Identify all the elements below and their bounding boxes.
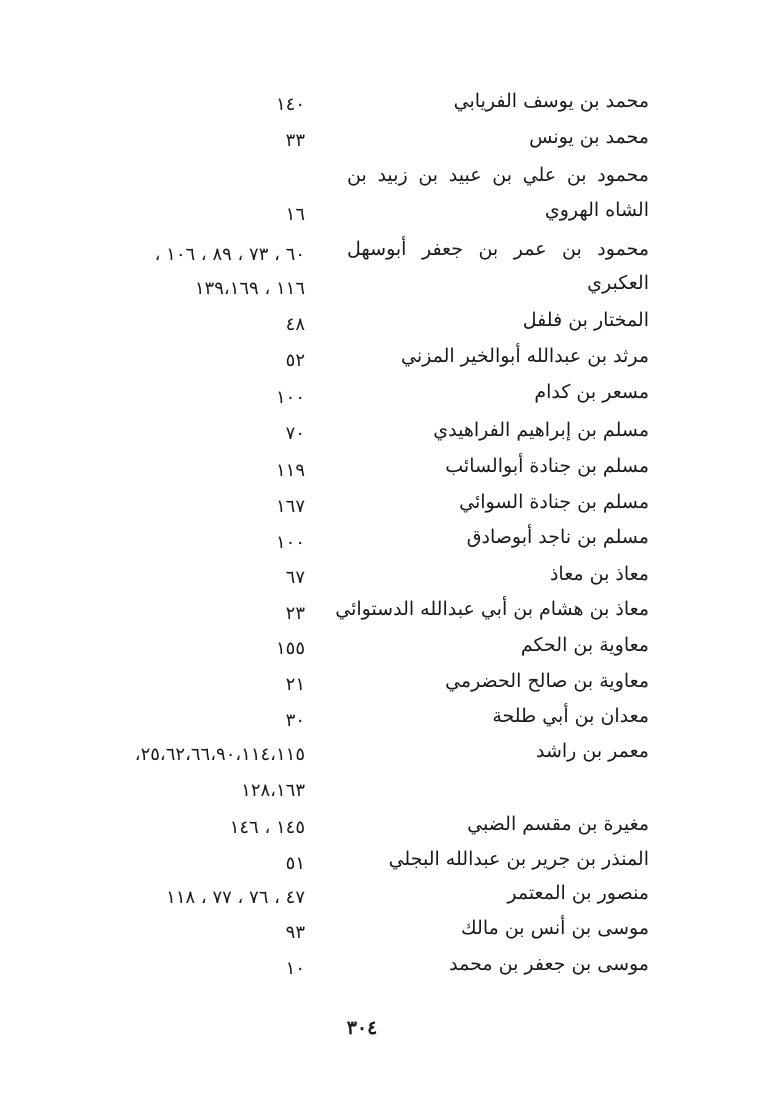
entry-name: المختار بن فلفل bbox=[522, 309, 649, 331]
entry-name: مسلم بن إبراهيم الفراهيدي bbox=[433, 419, 649, 441]
entry-pages: ٤٧ ، ٧٦ ، ٧٧ ، ١١٨ bbox=[166, 887, 305, 908]
entry-pages: ١٠٠ bbox=[275, 532, 305, 553]
entry-name: محمد بن يوسف الفريابي bbox=[453, 90, 649, 112]
entry-pages: ١٤٥ ، ١٤٦ bbox=[229, 817, 305, 838]
entry-pages: ٢٣ bbox=[285, 603, 305, 624]
entry-pages: ١١٦ ، ١٣٩،١٦٩ bbox=[194, 278, 305, 299]
entry-pages: ١٠٠ bbox=[275, 387, 305, 408]
entry-name: معمر بن راشد bbox=[536, 740, 649, 762]
entry-pages: ٣٠ bbox=[285, 710, 305, 731]
entry-name: الشاه الهروي bbox=[544, 199, 649, 221]
entry-name: معاوية بن صالح الحضرمي bbox=[445, 670, 649, 692]
entry-name: معدان بن أبي طلحة bbox=[492, 705, 649, 727]
entry-name: مرثد بن عبدالله أبوالخير المزني bbox=[400, 345, 649, 367]
entry-name: معاذ بن معاذ bbox=[549, 563, 649, 585]
entry-pages: ١٦ bbox=[285, 204, 305, 225]
entry-name: مسعر بن كدام bbox=[534, 381, 649, 403]
entry-pages: ١٠ bbox=[285, 958, 305, 979]
entry-name: مغيرة بن مقسم الضبي bbox=[467, 813, 649, 835]
entry-name: المنذر بن جرير بن عبدالله البجلي bbox=[388, 848, 649, 870]
entry-name: مسلم بن جنادة أبوالسائب bbox=[445, 455, 649, 477]
entry-pages: ٢٥،٦٢،٦٦،٩٠،١١٤،١١٥، bbox=[134, 744, 305, 765]
entry-name: معاذ بن هشام بن أبي عبدالله الدستوائي bbox=[335, 598, 649, 620]
entry-pages: ١٥٥ bbox=[275, 638, 305, 659]
page-number: ٣٠٤ bbox=[346, 1017, 378, 1039]
entry-pages: ١١٩ bbox=[275, 460, 305, 481]
entry-pages: ٤٨ bbox=[285, 314, 305, 335]
entry-name: موسى بن جعفر بن محمد bbox=[449, 953, 649, 975]
entry-pages: ٥١ bbox=[285, 853, 305, 874]
entry-pages: ٧٠ bbox=[285, 423, 305, 444]
entry-pages: ٢١ bbox=[285, 674, 305, 695]
entry-name: محمود بن عمر بن جعفر أبوسهل bbox=[347, 238, 649, 260]
entry-pages: ٦٧ bbox=[285, 567, 305, 588]
entry-name: محمد بن يونس bbox=[529, 126, 649, 148]
entry-name: العكبري bbox=[587, 272, 649, 294]
entry-name: مسلم بن جنادة السوائي bbox=[459, 491, 649, 513]
entry-pages: ٥٢ bbox=[285, 350, 305, 371]
entry-name: منصور بن المعتمر bbox=[507, 882, 649, 904]
entry-pages: ١٢٨،١٦٣ bbox=[241, 780, 305, 801]
entry-pages: ١٦٧ bbox=[275, 496, 305, 517]
entry-name: مسلم بن ناجد أبوصادق bbox=[466, 526, 649, 548]
entry-pages: ١٤٠ bbox=[275, 94, 305, 115]
entry-pages: ٦٠ ، ٧٣ ، ٨٩ ، ١٠٦ ، bbox=[154, 244, 305, 265]
entry-name: موسى بن أنس بن مالك bbox=[461, 917, 649, 939]
entry-name: معاوية بن الحكم bbox=[520, 634, 649, 656]
entry-name: محمود بن علي بن عبيد بن زبيد بن bbox=[347, 164, 649, 186]
entry-pages: ٩٣ bbox=[285, 922, 305, 943]
entry-pages: ٣٣ bbox=[285, 130, 305, 151]
